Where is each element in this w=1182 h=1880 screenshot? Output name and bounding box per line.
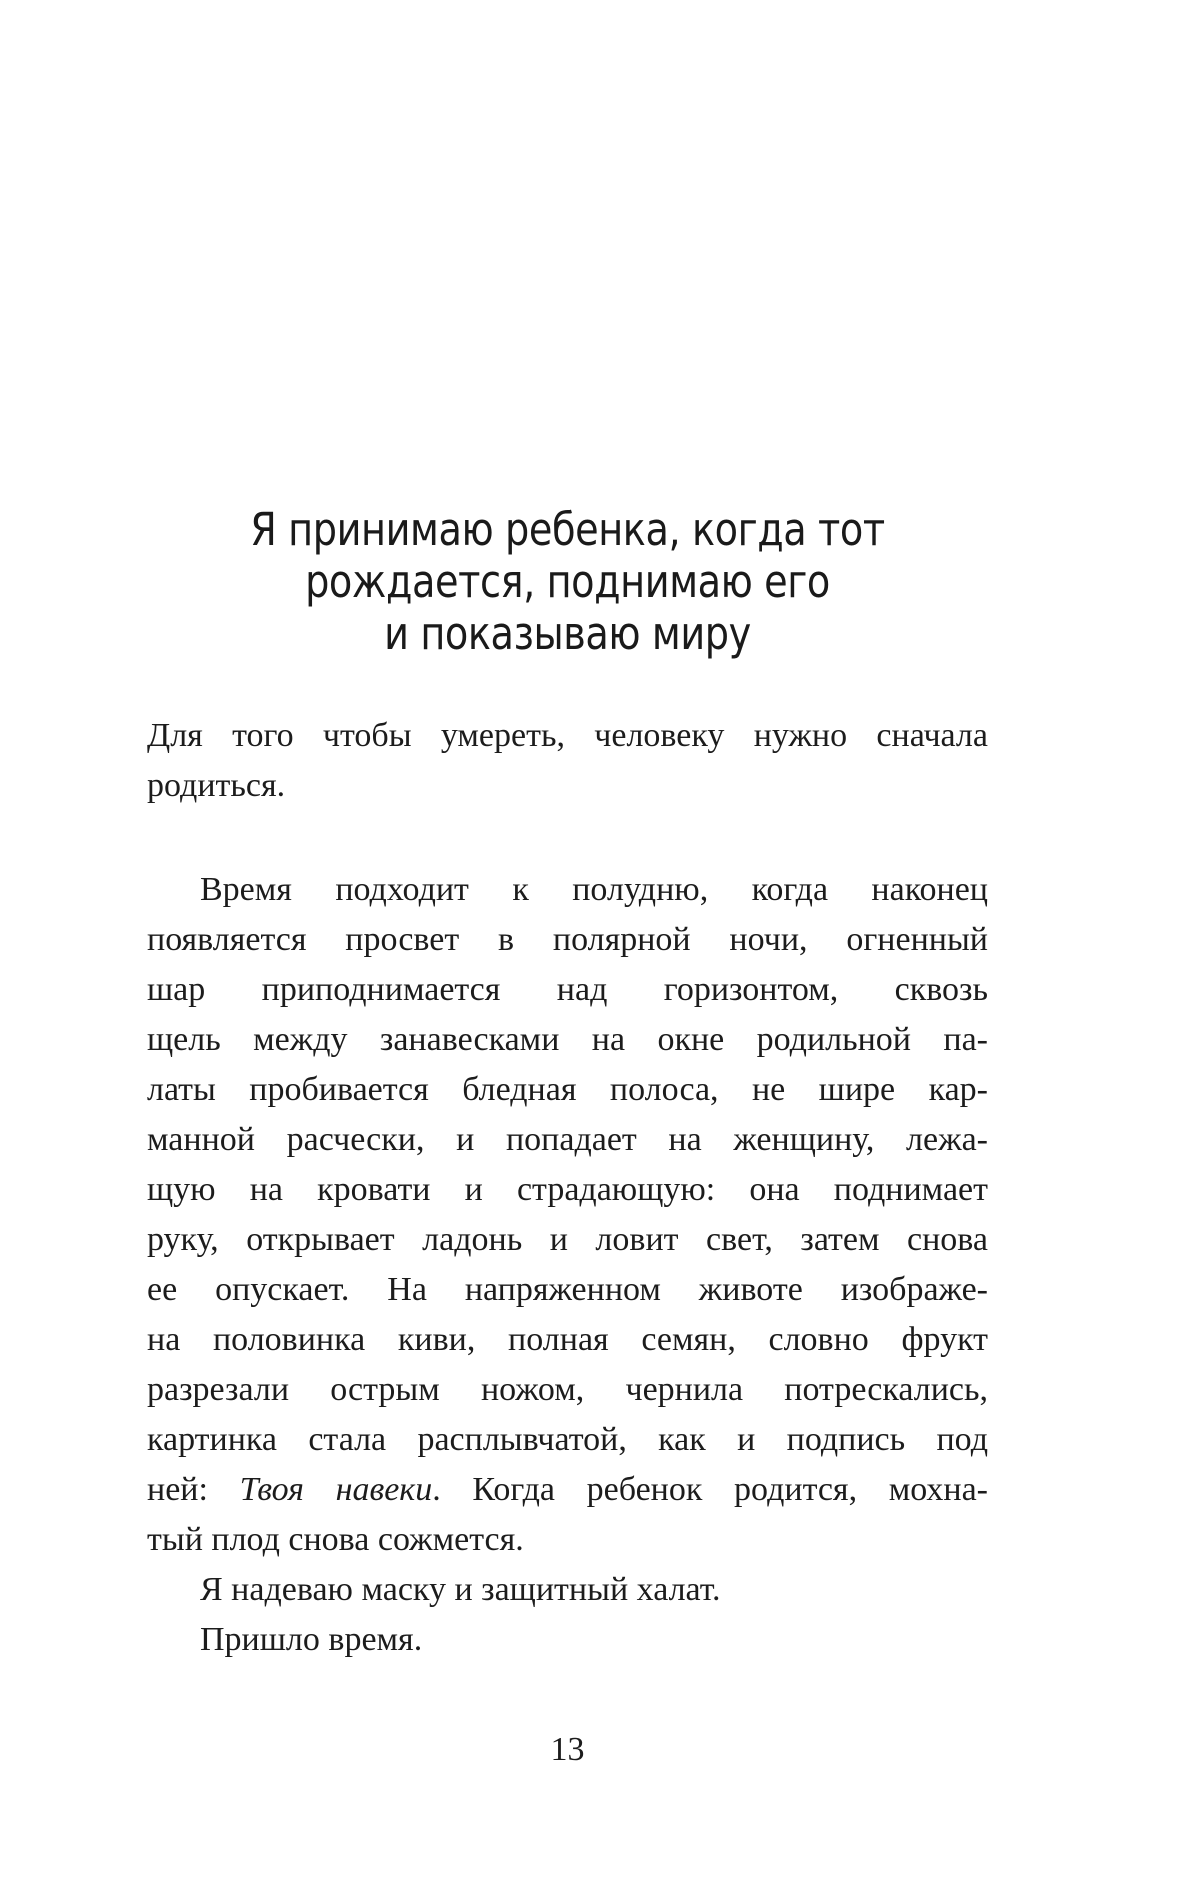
body-line: появляется просвет в полярной ночи, огненный xyxy=(147,921,988,958)
body-line: родиться. xyxy=(147,767,286,804)
body-line: щую на кровати и страдающую: она поднимает xyxy=(147,1171,988,1208)
body-line: Я надеваю маску и защитный халат. xyxy=(200,1571,721,1608)
body-line: шар приподнимается над горизонтом, сквозь xyxy=(147,971,988,1008)
italic-phrase: Твоя навеки xyxy=(239,1471,433,1508)
chapter-heading xyxy=(210,504,925,660)
body-line: латы пробивается бледная полоса, не шире кар- xyxy=(147,1071,988,1108)
chapter-heading-line: и показываю миру xyxy=(384,607,751,660)
body-line: тый плод снова сожмется. xyxy=(147,1521,524,1558)
body-line: Время подходит к полудню, когда наконец xyxy=(200,871,988,908)
body-line: Пришло время. xyxy=(200,1621,423,1658)
body-line: на половинка киви, полная семян, словно фрукт xyxy=(147,1321,988,1358)
body-line: руку, открывает ладонь и ловит свет, затем снова xyxy=(147,1221,988,1258)
body-line-segment: ней: xyxy=(147,1471,240,1508)
body-line-segment: . Когда ребенок родится, мохна- xyxy=(432,1471,989,1508)
body-line: разрезали острым ножом, чернила потрескались, xyxy=(147,1371,988,1408)
page-number: 13 xyxy=(550,1731,585,1768)
body-line: манной расчески, и попадает на женщину, лежа- xyxy=(147,1121,988,1158)
body-line-with-italic xyxy=(147,1465,988,1515)
body-line: ее опускает. На напряженном животе изображе- xyxy=(147,1271,988,1308)
body-line: картинка стала расплывчатой, как и подпись под xyxy=(147,1421,988,1458)
chapter-heading-line: рождается, поднимаю его xyxy=(305,555,830,608)
body-line: щель между занавесками на окне родильной па- xyxy=(147,1021,988,1058)
body-line: Для того чтобы умереть, человеку нужно сначала xyxy=(147,717,988,754)
body-text-block xyxy=(147,711,988,1665)
chapter-heading-line: Я принимаю ребенка, когда тот xyxy=(250,503,885,556)
